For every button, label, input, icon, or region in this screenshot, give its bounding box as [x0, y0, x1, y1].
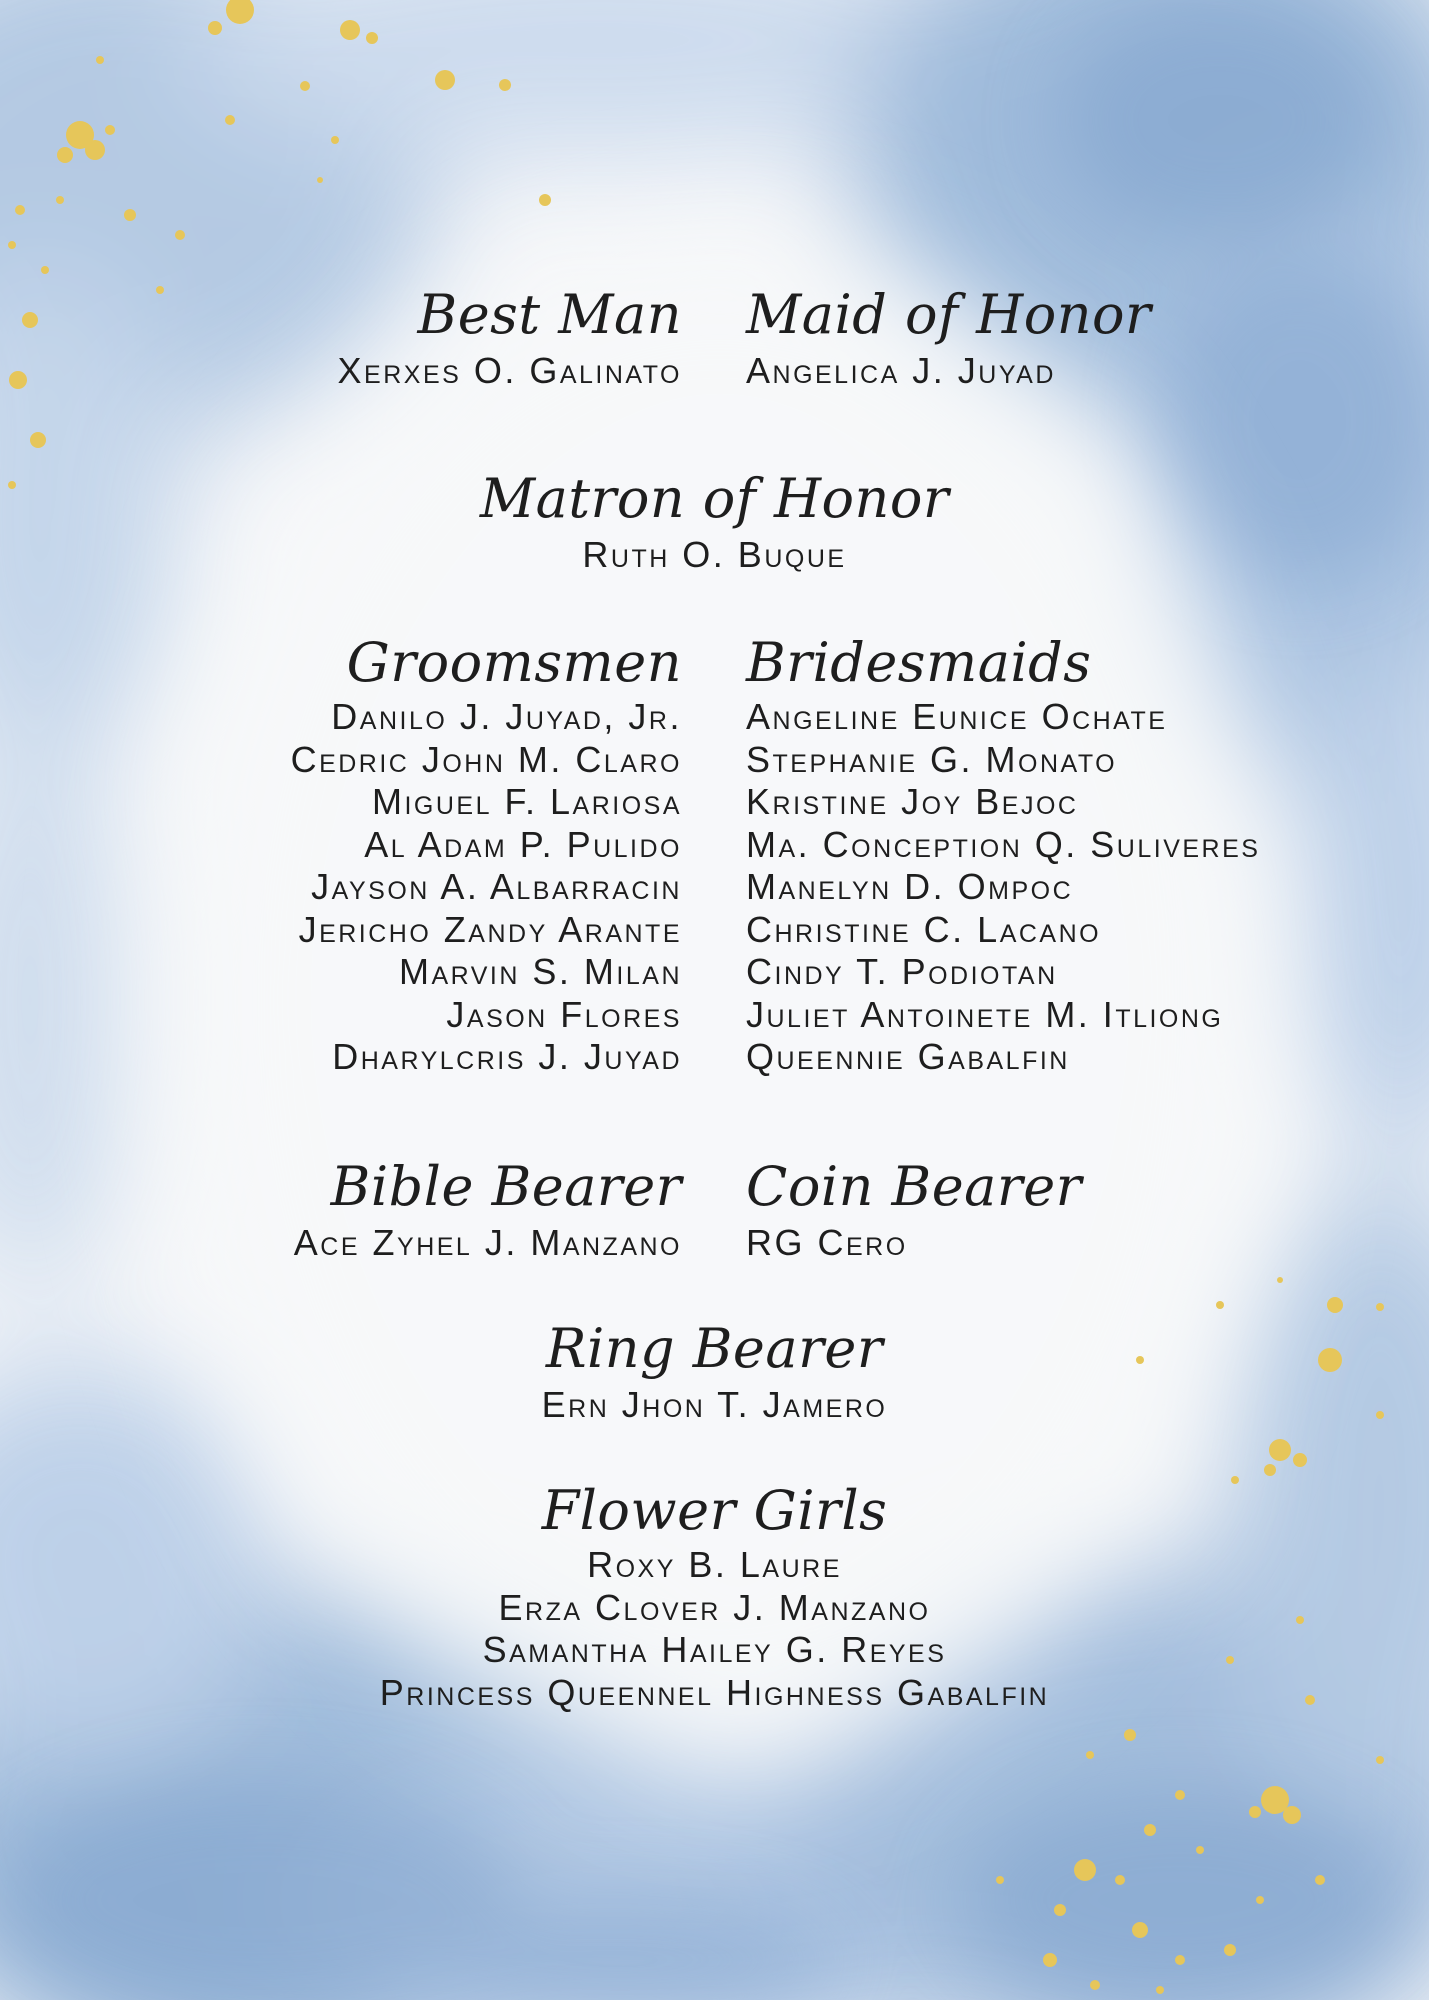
list-item: Angeline Eunice Ochate: [746, 696, 1168, 737]
matron-of-honor-name: Ruth O. Buque: [582, 534, 847, 575]
list-item: Danilo J. Juyad, Jr.: [331, 696, 682, 737]
list-item: Jason Flores: [446, 993, 682, 1035]
list-item: Dharylcris J. Juyad: [332, 1036, 682, 1077]
list-item: Queennie Gabalfin: [746, 1036, 1070, 1077]
groomsmen-list: [291, 696, 682, 1079]
list-item: Jayson A. Albarracin: [311, 866, 682, 907]
bible-bearer-name: Ace Zyhel J. Manzano: [293, 1222, 682, 1263]
list-item: Cindy T. Podiotan: [746, 951, 1058, 992]
groomsmen-section: [290, 631, 682, 1079]
list-item: Kristine Joy Bejoc: [746, 781, 1079, 822]
bridesmaids-section: [746, 631, 1261, 1079]
ring-bearer-title: Ring Bearer: [545, 1317, 884, 1380]
list-item: Jericho Zandy Arante: [298, 908, 682, 950]
best-man-name: Xerxes O. Galinato: [337, 350, 682, 391]
list-item: Roxy B. Laure: [587, 1544, 842, 1585]
flower-girls-list: [0, 1544, 1429, 1714]
flower-girls-section: [0, 1479, 1429, 1714]
bridesmaids-list: [746, 696, 1260, 1079]
maid-of-honor-name: Angelica J. Juyad: [746, 350, 1056, 391]
list-item: Princess Queennel Highness Gabalfin: [379, 1671, 1050, 1713]
maid-of-honor-section: [746, 283, 1152, 393]
coin-bearer-section: [746, 1155, 1082, 1265]
list-item: Al Adam P. Pulido: [364, 823, 682, 865]
list-item: Manelyn D. Ompoc: [746, 866, 1074, 907]
ring-bearer-section: [0, 1317, 1429, 1427]
coin-bearer-title: Coin Bearer: [746, 1155, 1082, 1218]
flower-girls-title: Flower Girls: [541, 1479, 888, 1542]
matron-of-honor-title: Matron of Honor: [479, 467, 950, 530]
matron-of-honor-section: [0, 467, 1429, 577]
list-item: Samantha Hailey G. Reyes: [482, 1629, 947, 1670]
list-item: Cedric John M. Claro: [290, 738, 682, 780]
maid-of-honor-title: Maid of Honor: [746, 283, 1152, 346]
groomsmen-title: Groomsmen: [346, 631, 682, 694]
list-item: Juliet Antoinete M. Itliong: [746, 993, 1224, 1035]
bible-bearer-section: [293, 1155, 682, 1265]
best-man-title: Best Man: [417, 283, 682, 346]
list-item: Stephanie G. Monato: [746, 738, 1118, 780]
bible-bearer-title: Bible Bearer: [330, 1155, 682, 1218]
coin-bearer-name: RG Cero: [746, 1222, 908, 1263]
list-item: Erza Clover J. Manzano: [498, 1586, 931, 1628]
list-item: Miguel F. Lariosa: [371, 781, 682, 822]
list-item: Ma. Conception Q. Suliveres: [746, 823, 1261, 865]
best-man-section: [337, 283, 682, 393]
bridesmaids-title: Bridesmaids: [746, 631, 1092, 694]
list-item: Marvin S. Milan: [398, 951, 682, 992]
ring-bearer-name: Ern Jhon T. Jamero: [541, 1384, 888, 1425]
list-item: Christine C. Lacano: [746, 908, 1102, 950]
